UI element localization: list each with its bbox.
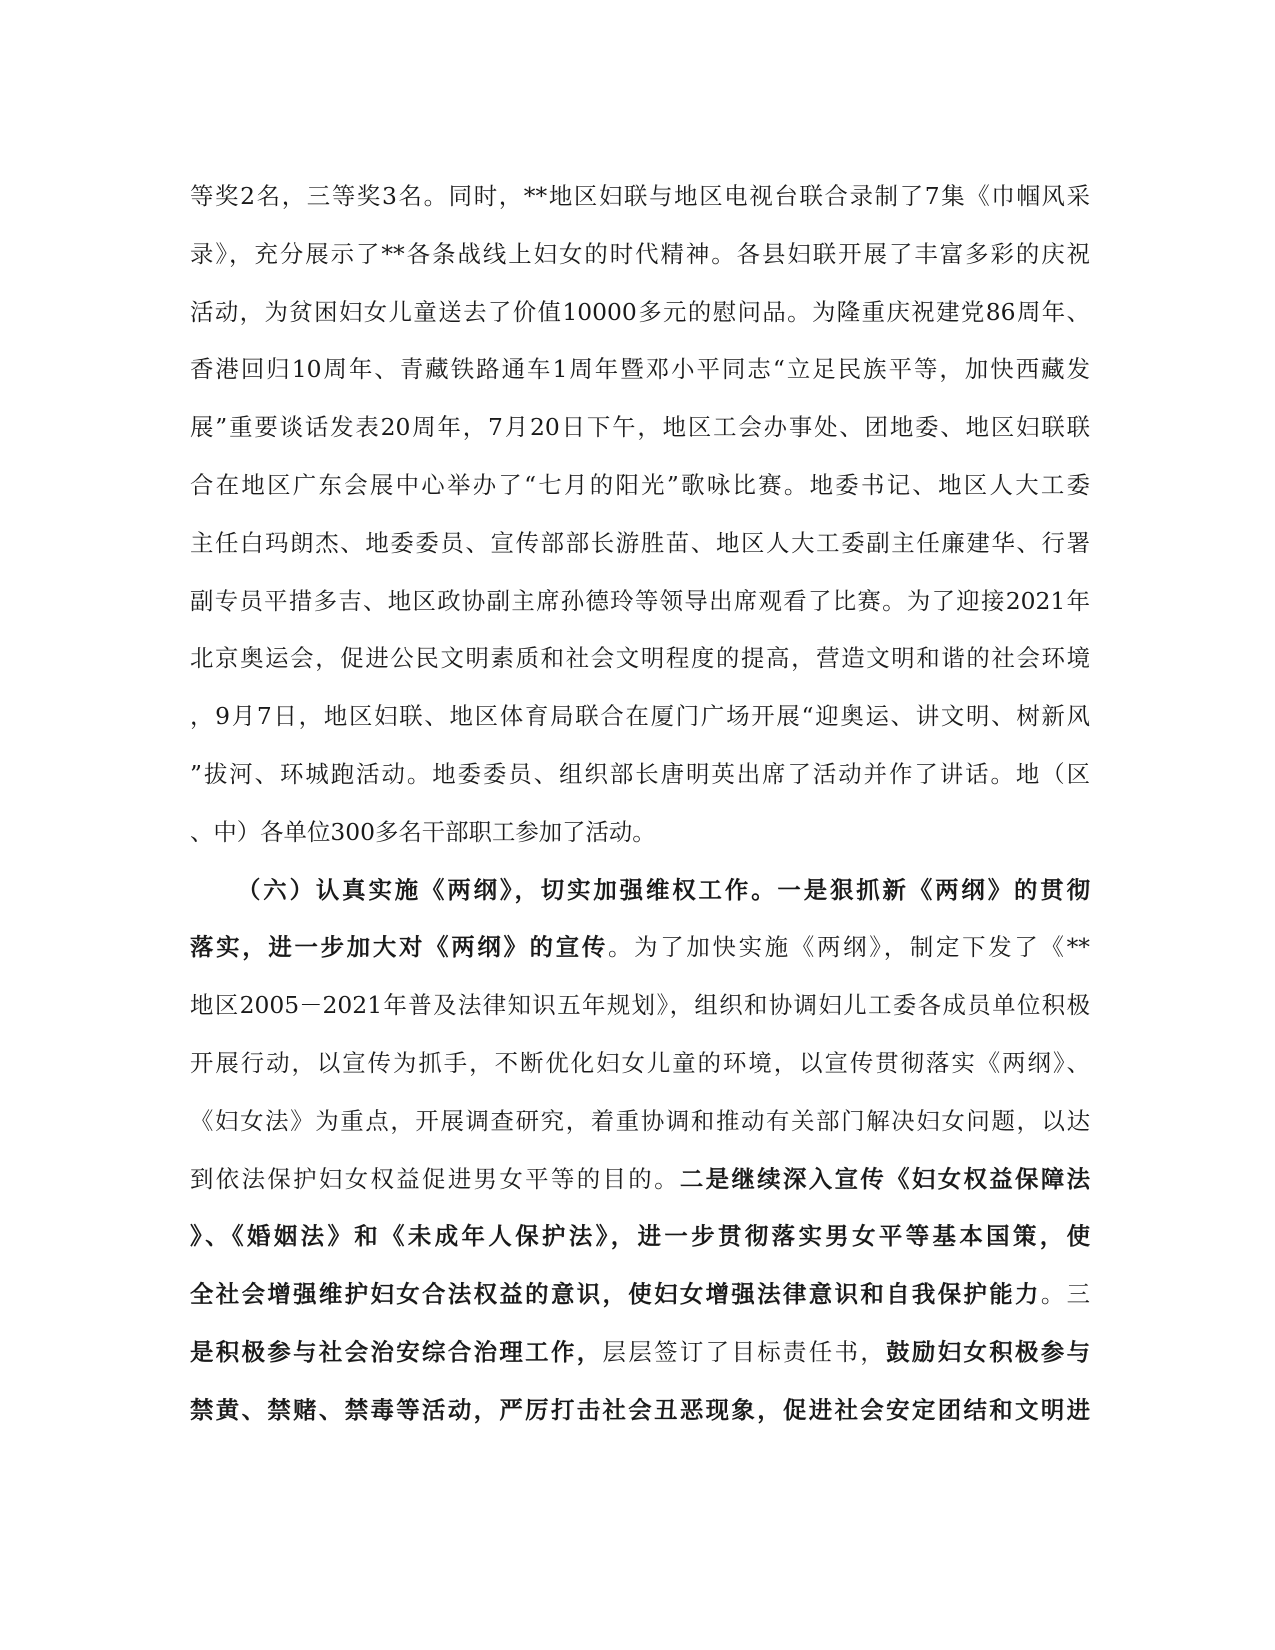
bold-text: 二是继续深入宣传《妇女权益保障法 xyxy=(679,1164,1091,1193)
text-line: 北京奥运会，促进公民文明素质和社会文明程度的提高，营造文明和谐的社会环境 xyxy=(190,644,1090,673)
text-line: 等奖2名，三等奖3名。同时，**地区妇联与地区电视台联合录制了7集《巾帼风采 xyxy=(190,182,1090,210)
text-line: 合在地区广东会展中心举办了“七月的阳光”歌咏比赛。地委书记、地区人大工委 xyxy=(190,470,1090,499)
text-line xyxy=(190,919,1090,977)
paragraph-2 xyxy=(190,862,1090,1440)
bold-text: 全社会增强维护妇女合法权益的意识，使妇女增强法律意识和自我保护能力 xyxy=(190,1280,1041,1309)
normal-text: 。三 xyxy=(1040,1280,1091,1309)
text-line: ，9月7日，地区妇联、地区体育局联合在厦门广场开展“迎奥运、讲文明、树新风 xyxy=(190,702,1090,731)
bold-text: 鼓励妇女积极参与 xyxy=(886,1337,1091,1366)
text-line: 》、《婚姻法》和《未成年人保护法》，进一步贯彻落实男女平等基本国策，使 xyxy=(190,1222,1090,1251)
normal-text: 层层签订了目标责任书， xyxy=(602,1337,887,1366)
document-body xyxy=(190,168,1090,1440)
bold-text: 落实，进一步加大对《两纲》的宣传 xyxy=(190,933,609,962)
paragraph-1 xyxy=(190,168,1090,862)
text-line xyxy=(190,1324,1090,1382)
text-line: 录》，充分展示了**各条战线上妇女的时代精神。各县妇联开展了丰富多彩的庆祝 xyxy=(190,239,1090,268)
normal-text: 。为了加快实施《两纲》，制定下发了《** xyxy=(608,933,1090,962)
text-line xyxy=(190,1151,1090,1209)
bold-text: 是积极参与社会治安综合治理工作， xyxy=(190,1337,603,1366)
normal-text: 到依法保护妇女权益促进男女平等的目的。 xyxy=(190,1164,680,1193)
text-line: 香港回归10周年、青藏铁路通车1周年暨邓小平同志“立足民族平等，加快西藏发 xyxy=(190,355,1090,384)
text-line: 开展行动，以宣传为抓手，不断优化妇女儿童的环境，以宣传贯彻落实《两纲》、 xyxy=(190,1048,1090,1077)
text-line: 展”重要谈话发表20周年，7月20日下午，地区工会办事处、团地委、地区妇联联 xyxy=(190,413,1090,442)
text-line: 禁黄、禁赌、禁毒等活动，严厉打击社会丑恶现象，促进社会安定团结和文明进 xyxy=(190,1395,1090,1424)
section-heading-line: （六）认真实施《两纲》，切实加强维权工作。一是狠抓新《两纲》的贯彻 xyxy=(237,875,1090,904)
text-line: 副专员平措多吉、地区政协副主席孙德玲等领导出席观看了比赛。为了迎接2021年 xyxy=(190,586,1090,615)
text-line: ”拔河、环城跑活动。地委委员、组织部长唐明英出席了活动并作了讲话。地（区 xyxy=(190,759,1090,788)
text-line: 主任白玛朗杰、地委委员、宣传部部长游胜苗、地区人大工委副主任廉建华、行署 xyxy=(190,528,1090,557)
text-line: 活动，为贫困妇女儿童送去了价值10000多元的慰问品。为隆重庆祝建党86周年、 xyxy=(190,297,1090,326)
text-line: 地区2005－2021年普及法律知识五年规划》，组织和协调妇儿工委各成员单位积极 xyxy=(190,991,1090,1020)
text-line: 、中）各单位300多名干部职工参加了活动。 xyxy=(190,817,656,846)
text-line: 《妇女法》为重点，开展调查研究，着重协调和推动有关部门解决妇女问题，以达 xyxy=(190,1106,1090,1135)
text-line xyxy=(190,1266,1090,1324)
